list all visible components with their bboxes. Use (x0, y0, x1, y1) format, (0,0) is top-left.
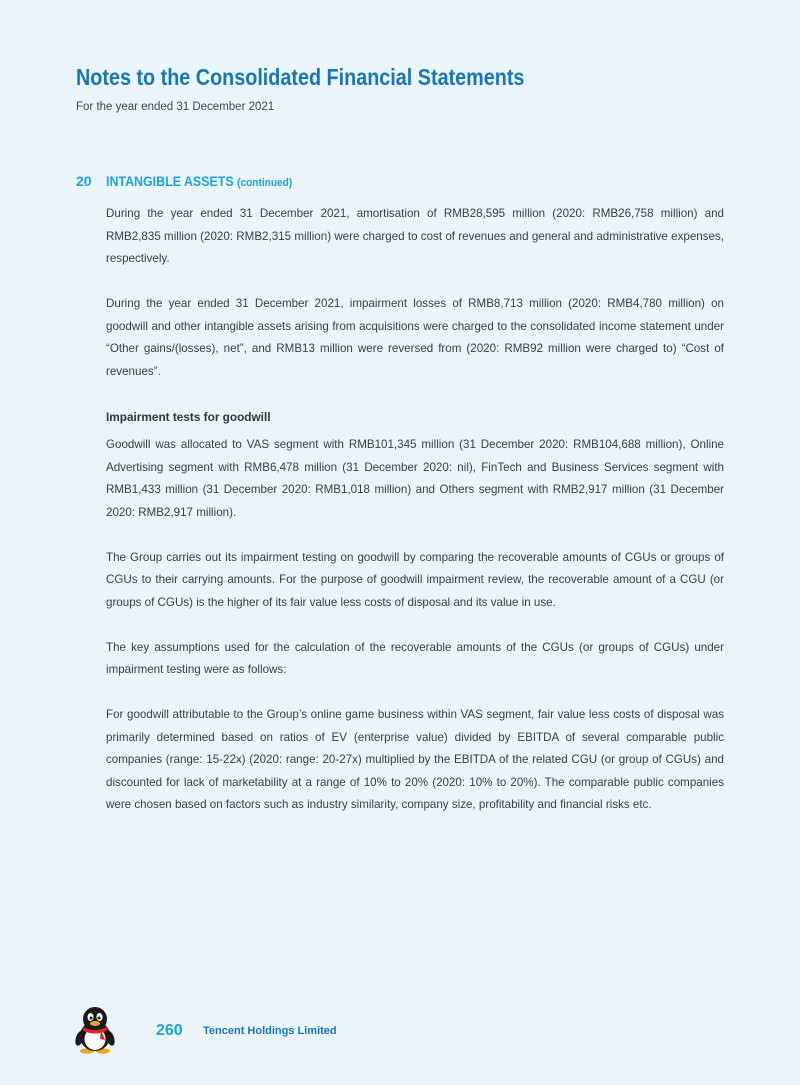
paragraph-impairment-losses: During the year ended 31 December 2021, impairment losses of RMB8,713 million (2020: RMB4,780 million) on goodwill and other intangible assets arising from acquisitions were charged to the consolidated income statement under “Other gains/(losses), net”, and RMB13 million were reversed from (2020: RMB92 million were charged to) “Cost of revenues”. (106, 297, 724, 378)
section-body (106, 203, 724, 839)
section-continued: (continued) (237, 177, 293, 189)
page-title: Notes to the Consolidated Financial Statements (76, 64, 525, 90)
section-heading (76, 173, 308, 189)
company-name: Tencent Holdings Limited (203, 1025, 337, 1037)
paragraph-impairment-testing: The Group carries out its impairment testing on goodwill by comparing the recoverable amounts of CGUs or groups of CGUs to their carrying amounts. For the purpose of goodwill impairment review, the recoverable amount of a CGU (or groups of CGUs) is the higher of its fair value less costs of disposal and its value in use. (106, 550, 724, 609)
paragraph-online-game-goodwill: For goodwill attributable to the Group’s online game business within VAS segment, fair value less costs of disposal was primarily determined based on ratios of EV (enterprise value) divided by EBITDA of several comparable public companies (range: 15-22x) (2020: range: 20-27x) multiplied by the EBITDA of the related CGU (or group of CGUs) and discounted for lack of marketability at a range of 10% to 20% (2020: 10% to 20%). The comparable public companies were chosen based on factors such as industry similarity, company size, profitability and financial risks etc. (106, 708, 724, 811)
page-number: 260 (156, 1022, 183, 1039)
paragraph-amortisation: During the year ended 31 December 2021, amortisation of RMB28,595 million (2020: RMB26,758 million) and RMB2,835 million (2020: RMB2,315 million) were charged to cost of revenues and general and administrative expenses, respectively. (106, 207, 724, 265)
page-subtitle: For the year ended 31 December 2021 (76, 101, 275, 113)
penguin-mascot-icon (74, 1006, 116, 1054)
section-title-text: INTANGIBLE ASSETS (106, 174, 234, 189)
section-number: 20 (76, 173, 92, 189)
paragraph-key-assumptions: The key assumptions used for the calculation of the recoverable amounts of the CGUs (or groups of CGUs) under impairment testing were as follows: (106, 640, 724, 676)
paragraph-goodwill-allocation: Goodwill was allocated to VAS segment with RMB101,345 million (31 December 2020: RMB104,688 million), Online Advertising segment with RMB6,478 million (31 December 2020: nil), FinTech and Business Services segment with RMB1,433 million (31 December 2020: RMB1,018 million) and Others segment with RMB2,917 million (31 December 2020: RMB2,917 million). (106, 438, 724, 519)
section-title (106, 174, 292, 189)
subheading-goodwill-impairment: Impairment tests for goodwill (106, 409, 271, 424)
